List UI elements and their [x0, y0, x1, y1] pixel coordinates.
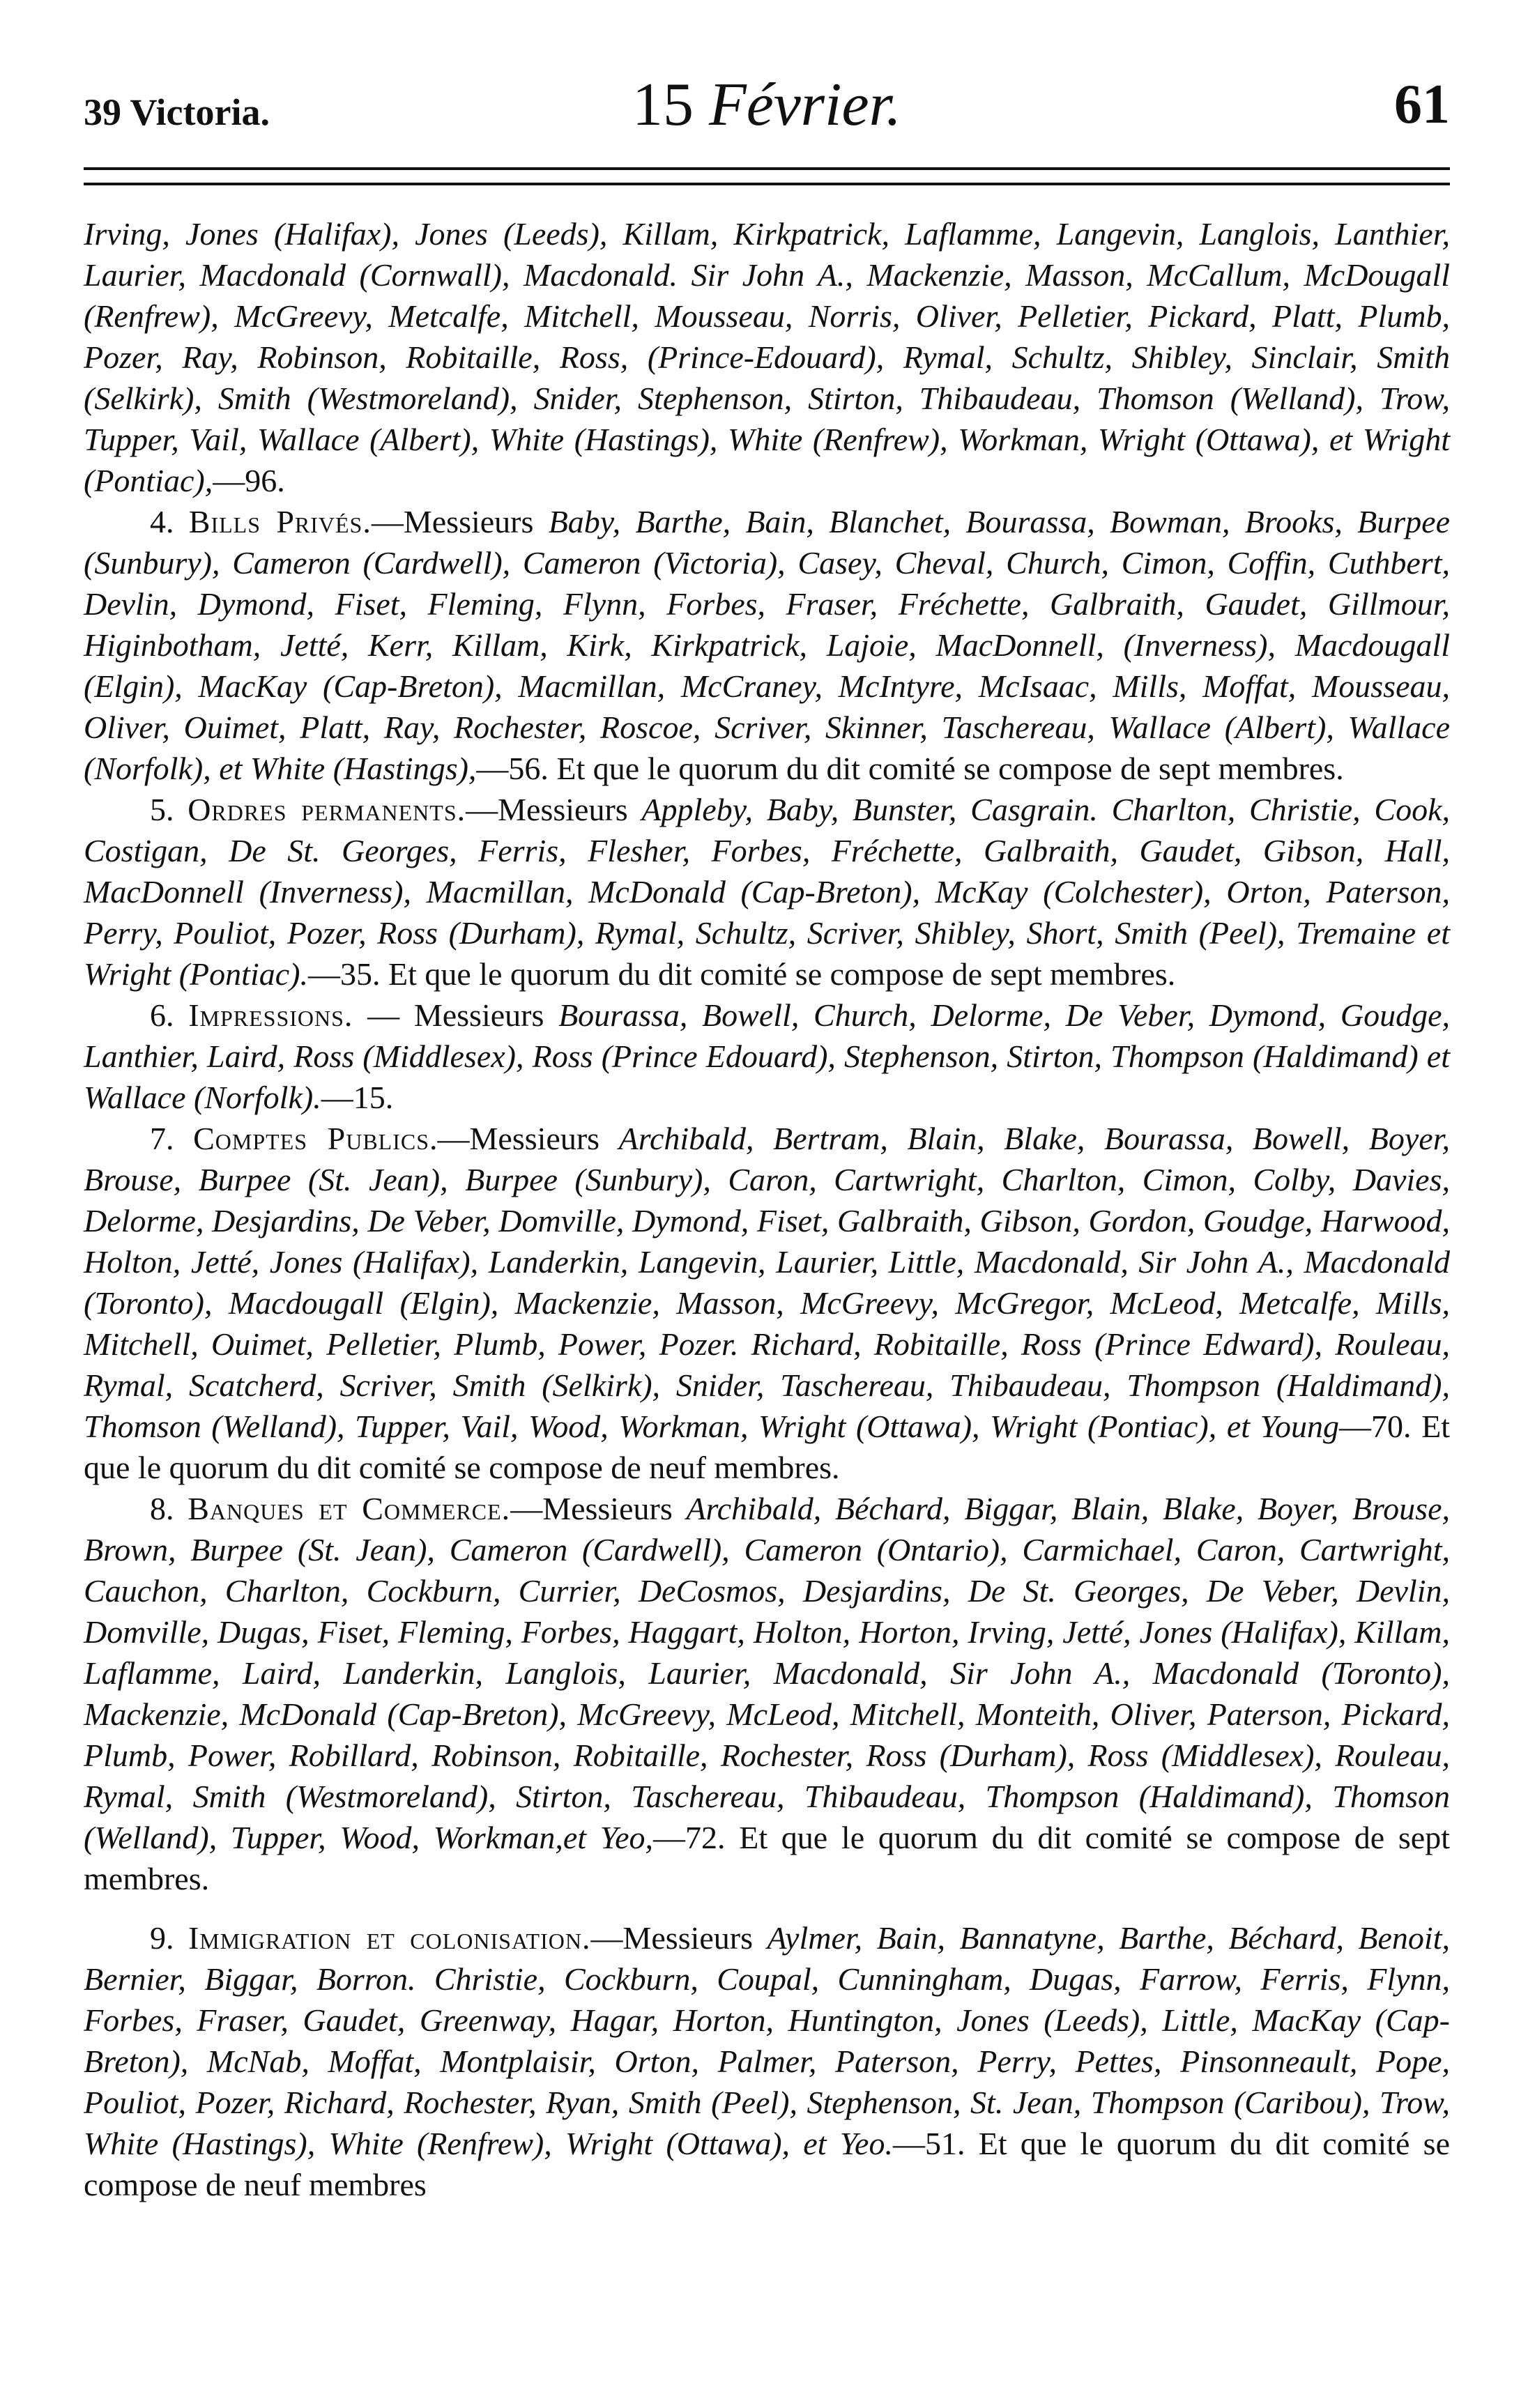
page-header	[84, 70, 1450, 160]
header-day: 15	[632, 71, 694, 139]
member-names: Archibald, Béchard, Biggar, Blain, Blake, Boyer, Brouse, Brown, Burpee (St. Jean), Cameron (Cardwell), Cameron (Ontario), Carmichael, Caron, Cartwright, Cauchon, Charlton, Cockburn, Currier, DeCosmos, Desjardins, De St. Georges, De Veber, Devlin, Domville, Dugas, Fiset, Fleming, Forbes, Haggart, Holton, Horton, Irving, Jetté, Jones (Halifax), Killam, Laflamme, Laird, Landerkin, Langlois, Laurier, Macdonald, Sir John A., Macdonald (Toronto), Mackenzie, McDonald (Cap-Breton), McGreevy, McLeod, Mitchell, Monteith, Oliver, Paterson, Pickard, Plumb, Power, Robillard, Robinson, Robitaille, Rochester, Ross (Durham), Ross (Middlesex), Rouleau, Rymal, Smith (Westmoreland), Stirton, Taschereau, Thibaudeau, Thompson (Haldimand), Thomson (Welland), Tupper, Wood, Workman,et Yeo,	[84, 1491, 1450, 1855]
paragraph-comptes-publics: 7. Comptes Publics.—Messieurs Archibald, Bertram, Blain, Blake, Bourassa, Bowell, Boyer, Brouse, Burpee (St. Jean), Burpee (Sunbury), Caron, Cartwright, Charlton, Cimon, Colby, Davies, Delorme, Desjardins, De Veber, Domville, Dymond, Fiset, Galbraith, Gibson, Gordon, Goudge, Harwood, Holton, Jetté, Jones (Halifax), Landerkin, Langevin, Laurier, Little, Macdonald, Sir John A., Macdonald (Toronto), Macdougall (Elgin), Mackenzie, Masson, McGreevy, McGregor, McLeod, Metcalfe, Mills, Mitchell, Ouimet, Pelletier, Plumb, Power, Pozer. Richard, Robitaille, Ross (Prince Edward), Rouleau, Rymal, Scatcherd, Scriver, Smith (Selkirk), Snider, Taschereau, Thibaudeau, Thompson (Haldimand), Thomson (Welland), Tupper, Vail, Wood, Workman, Wright (Ottawa), Wright (Pontiac), et Young—70. Et que le quorum du dit comité se compose de neuf membres.	[84, 1121, 1451, 1485]
member-names: Baby, Barthe, Bain, Blanchet, Bourassa, Bowman, Brooks, Burpee (Sunbury), Cameron (Cardwell), Cameron (Victoria), Casey, Cheval, Church, Cimon, Coffin, Cuthbert, Devlin, Dymond, Fiset, Fleming, Flynn, Forbes, Fraser, Fréchette, Galbraith, Gaudet, Gillmour, Higinbotham, Jetté, Kerr, Killam, Kirk, Kirkpatrick, Lajoie, MacDonnell, (Inverness), Macdougall (Elgin), MacKay (Cap-Breton), Macmillan, McCraney, McIntyre, McIsaac, Mills, Moffat, Mousseau, Oliver, Ouimet, Platt, Ray, Rochester, Roscoe, Scriver, Skinner, Taschereau, Wallace (Albert), Wallace (Norfolk), et White (Hastings),	[84, 504, 1451, 786]
committee-heading: Bills Privés.	[188, 504, 372, 539]
committee-heading: Impressions.	[188, 997, 353, 1033]
member-names: Appleby, Baby, Bunster, Casgrain. Charlton, Christie, Cook, Costigan, De St. Georges, Ferris, Flesher, Forbes, Fréchette, Galbraith, Gaudet, Gibson, Hall, MacDonnell (Inverness), Macmillan, McDonald (Cap-Breton), McKay (Colchester), Orton, Paterson, Perry, Pouliot, Pozer, Ross (Durham), Rymal, Schultz, Scriver, Shibley, Short, Smith (Peel), Tremaine et Wright (Pontiac).	[84, 792, 1450, 992]
member-names: Irving, Jones (Halifax), Jones (Leeds), Killam, Kirkpatrick, Laflamme, Langevin, Langlois, Lanthier, Laurier, Macdonald (Cornwall), Macdonald. Sir John A., Mackenzie, Masson, McCallum, McDougall (Renfrew), McGreevy, Metcalfe, Mitchell, Mousseau, Norris, Oliver, Pelletier, Pickard, Platt, Plumb, Pozer, Ray, Robinson, Robitaille, Ross, (Prince-Edouard), Rymal, Schultz, Shibley, Sinclair, Smith (Selkirk), Smith (Westmoreland), Snider, Stephenson, Stirton, Thibaudeau, Thomson (Welland), Trow, Tupper, Vail, Wallace (Albert), White (Hastings), White (Renfrew), Workman, Wright (Ottawa), et Wright (Pontiac),	[84, 216, 1450, 498]
paragraph-bills-prives: 4. Bills Privés.—Messieurs Baby, Barthe, Bain, Blanchet, Bourassa, Bowman, Brooks, Burpee (Sunbury), Cameron (Cardwell), Cameron (Victoria), Casey, Cheval, Church, Cimon, Coffin, Cuthbert, Devlin, Dymond, Fiset, Fleming, Flynn, Forbes, Fraser, Fréchette, Galbraith, Gaudet, Gillmour, Higinbotham, Jetté, Kerr, Killam, Kirk, Kirkpatrick, Lajoie, MacDonnell, (Inverness), Macdougall (Elgin), MacKay (Cap-Breton), Macmillan, McCraney, McIntyre, McIsaac, Mills, Moffat, Mousseau, Oliver, Ouimet, Platt, Ray, Rochester, Roscoe, Scriver, Skinner, Taschereau, Wallace (Albert), Wallace (Norfolk), et White (Hastings),—56. Et que le quorum du dit comité se compose de sept membres.	[84, 504, 1451, 786]
committee-heading: Comptes Publics	[193, 1121, 430, 1156]
page-number: 61	[1394, 74, 1450, 135]
document-body	[84, 213, 1450, 2205]
member-names: Bourassa, Bowell, Church, Delorme, De Veber, Dymond, Goudge, Lanthier, Laird, Ross (Middlesex), Ross (Prince Edouard), Stephenson, Stirton, Thompson (Haldimand) et Wallace (Norfolk).	[84, 997, 1450, 1115]
paragraph-banques-commerce: 8. Banques et Commerce.—Messieurs Archibald, Béchard, Biggar, Blain, Blake, Boyer, Brouse, Brown, Burpee (St. Jean), Cameron (Cardwell), Cameron (Ontario), Carmichael, Caron, Cartwright, Cauchon, Charlton, Cockburn, Currier, DeCosmos, Desjardins, De St. Georges, De Veber, Devlin, Domville, Dugas, Fiset, Fleming, Forbes, Haggart, Holton, Horton, Irving, Jetté, Jones (Halifax), Killam, Laflamme, Laird, Landerkin, Langlois, Laurier, Macdonald, Sir John A., Macdonald (Toronto), Mackenzie, McDonald (Cap-Breton), McGreevy, McLeod, Mitchell, Monteith, Oliver, Paterson, Pickard, Plumb, Power, Robillard, Robinson, Robitaille, Rochester, Ross (Durham), Ross (Middlesex), Rouleau, Rymal, Smith (Westmoreland), Stirton, Taschereau, Thibaudeau, Thompson (Haldimand), Thomson (Welland), Tupper, Wood, Workman,et Yeo,—72. Et que le quorum du dit comité se compose de sept membres.	[84, 1491, 1450, 1896]
header-double-rule	[84, 167, 1450, 185]
committee-heading: Immigration et colonisation.	[188, 1920, 591, 1956]
document-page	[84, 70, 1450, 2205]
paragraph-ordres-permanents: 5. Ordres permanents.—Messieurs Appleby, Baby, Bunster, Casgrain. Charlton, Christie, Cook, Costigan, De St. Georges, Ferris, Flesher, Forbes, Fréchette, Galbraith, Gaudet, Gibson, Hall, MacDonnell (Inverness), Macmillan, McDonald (Cap-Breton), McKay (Colchester), Orton, Paterson, Perry, Pouliot, Pozer, Ross (Durham), Rymal, Schultz, Scriver, Shibley, Short, Smith (Peel), Tremaine et Wright (Pontiac).—35. Et que le quorum du dit comité se compose de sept membres.	[84, 792, 1450, 992]
committee-heading: Banques et Commerce.	[188, 1491, 511, 1526]
header-session: 39 Victoria.	[84, 91, 270, 133]
member-names: Archibald, Bertram, Blain, Blake, Bourassa, Bowell, Boyer, Brouse, Burpee (St. Jean), Burpee (Sunbury), Caron, Cartwright, Charlton, Cimon, Colby, Davies, Delorme, Desjardins, De Veber, Domville, Dymond, Fiset, Galbraith, Gibson, Gordon, Goudge, Harwood, Holton, Jetté, Jones (Halifax), Landerkin, Langevin, Laurier, Little, Macdonald, Sir John A., Macdonald (Toronto), Macdougall (Elgin), Mackenzie, Masson, McGreevy, McGregor, McLeod, Metcalfe, Mills, Mitchell, Ouimet, Pelletier, Plumb, Power, Pozer. Richard, Robitaille, Ross (Prince Edward), Rouleau, Rymal, Scatcherd, Scriver, Smith (Selkirk), Snider, Taschereau, Thibaudeau, Thompson (Haldimand), Thomson (Welland), Tupper, Vail, Wood, Workman, Wright (Ottawa), Wright (Pontiac), et Young	[84, 1121, 1451, 1444]
paragraph-immigration-colonisation: 9. Immigration et colonisation.—Messieurs Aylmer, Bain, Bannatyne, Barthe, Béchard, Benoit, Bernier, Biggar, Borron. Christie, Cockburn, Coupal, Cunningham, Dugas, Farrow, Ferris, Flynn, Forbes, Fraser, Gaudet, Greenway, Hagar, Horton, Huntington, Jones (Leeds), Little, MacKay (Cap-Breton), McNab, Moffat, Montplaisir, Orton, Palmer, Paterson, Perry, Pettes, Pinsonneault, Pope, Pouliot, Pozer, Richard, Rochester, Ryan, Smith (Peel), Stephenson, St. Jean, Thompson (Caribou), Trow, White (Hastings), White (Renfrew), Wright (Ottawa), et Yeo.—51. Et que le quorum du dit comité se compose de neuf membres	[84, 1920, 1450, 2202]
member-names: Aylmer, Bain, Bannatyne, Barthe, Béchard, Benoit, Bernier, Biggar, Borron. Christie, Cockburn, Coupal, Cunningham, Dugas, Farrow, Ferris, Flynn, Forbes, Fraser, Gaudet, Greenway, Hagar, Horton, Huntington, Jones (Leeds), Little, MacKay (Cap-Breton), McNab, Moffat, Montplaisir, Orton, Palmer, Paterson, Perry, Pettes, Pinsonneault, Pope, Pouliot, Pozer, Richard, Rochester, Ryan, Smith (Peel), Stephenson, St. Jean, Thompson (Caribou), Trow, White (Hastings), White (Renfrew), Wright (Ottawa), et Yeo.	[84, 1920, 1450, 2161]
paragraph-continued: Irving, Jones (Halifax), Jones (Leeds), Killam, Kirkpatrick, Laflamme, Langevin, Langlois, Lanthier, Laurier, Macdonald (Cornwall), Macdonald. Sir John A., Mackenzie, Masson, McCallum, McDougall (Renfrew), McGreevy, Metcalfe, Mitchell, Mousseau, Norris, Oliver, Pelletier, Pickard, Platt, Plumb, Pozer, Ray, Robinson, Robitaille, Ross, (Prince-Edouard), Rymal, Schultz, Shibley, Sinclair, Smith (Selkirk), Smith (Westmoreland), Snider, Stephenson, Stirton, Thibaudeau, Thomson (Welland), Trow, Tupper, Vail, Wallace (Albert), White (Hastings), White (Renfrew), Workman, Wright (Ottawa), et Wright (Pontiac),—96.	[84, 216, 1450, 498]
committee-heading: Ordres permanents.	[188, 792, 466, 827]
header-month: Février.	[708, 71, 902, 139]
paragraph-impressions: 6. Impressions. — Messieurs Bourassa, Bowell, Church, Delorme, De Veber, Dymond, Goudge, Lanthier, Laird, Ross (Middlesex), Ross (Prince Edouard), Stephenson, Stirton, Thompson (Haldimand) et Wallace (Norfolk).—15.	[84, 997, 1450, 1115]
header-date	[84, 70, 1450, 140]
